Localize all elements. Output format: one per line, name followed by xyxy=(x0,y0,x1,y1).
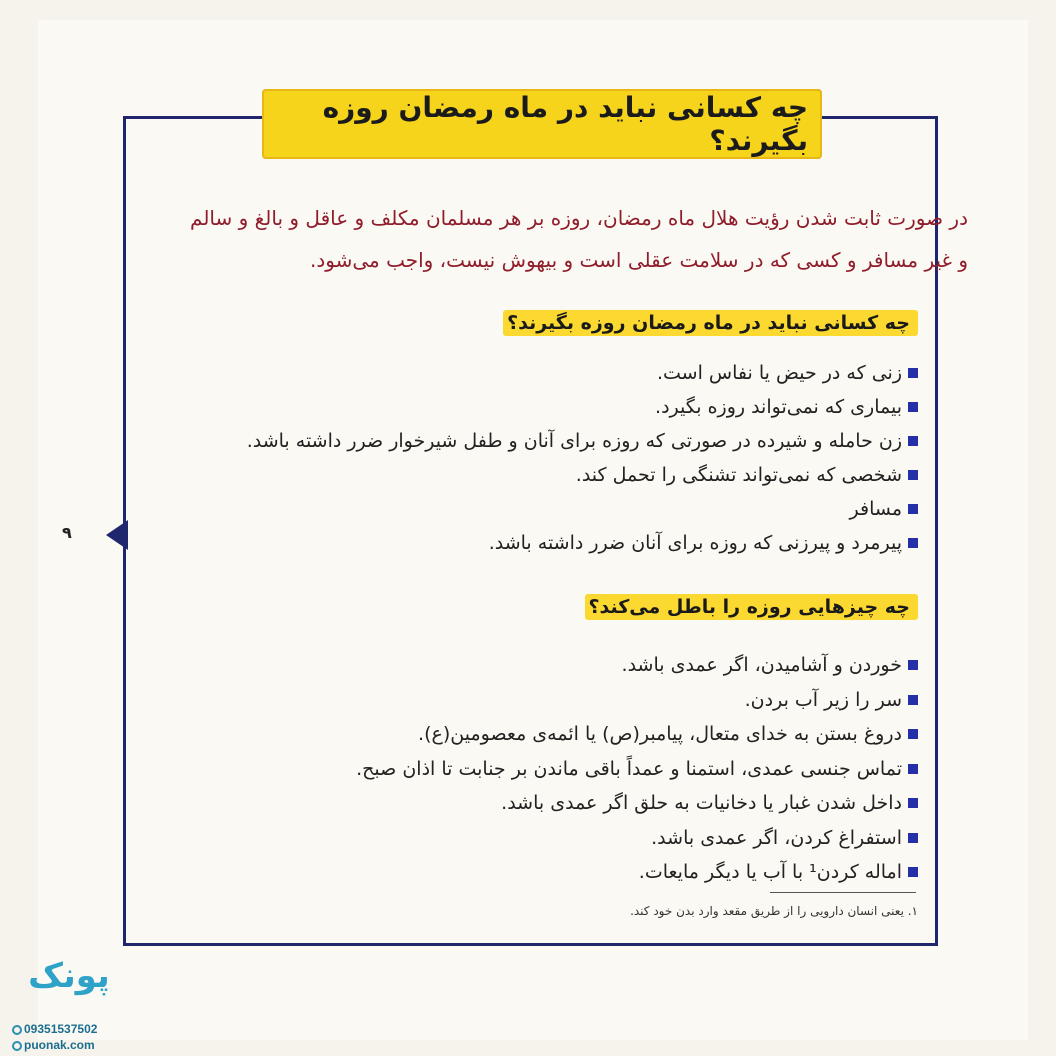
section-heading-invalidators xyxy=(585,596,919,618)
list-item-text: پیرمرد و پیرزنی که روزه برای آنان ضرر داشته باشد. xyxy=(488,532,902,554)
list-item-text: استفراغ کردن، اگر عمدی باشد. xyxy=(651,826,902,849)
section-heading-text: چه کسانی نباید در ماه رمضان روزه بگیرند؟ xyxy=(503,310,918,336)
intro-line: در صورت ثابت شدن رؤیت هلال ماه رمضان، روزه بر هر مسلمان مکلف و عاقل و بالغ و سالم xyxy=(190,206,968,230)
square-bullet-icon xyxy=(908,798,918,808)
phone-text: 09351537502 xyxy=(24,1022,98,1036)
list-item-text: تماس جنسی عمدی، استمنا و عمداً باقی ماندن بر جنابت تا اذان صبح. xyxy=(356,757,902,780)
list-item-text: مسافر xyxy=(849,498,902,520)
list-item xyxy=(138,424,918,458)
list-item-text: دروغ بستن به خدای متعال، پیامبر(ص) یا ائمه‌ی معصومین(ع). xyxy=(418,723,902,745)
list-item xyxy=(138,648,918,683)
square-bullet-icon xyxy=(908,402,918,412)
list-item xyxy=(138,855,918,890)
list-item xyxy=(138,390,918,424)
watermark-logo: پونک xyxy=(28,956,110,996)
list-item xyxy=(138,526,918,560)
list-item-text: سر را زیر آب بردن. xyxy=(744,688,902,711)
section-heading-text: چه چیزهایی روزه را باطل می‌کند؟ xyxy=(585,594,919,620)
list-item-text: شخصی که نمی‌تواند تشنگی را تحمل کند. xyxy=(575,464,902,486)
square-bullet-icon xyxy=(908,368,918,378)
list-item-text: خوردن و آشامیدن، اگر عمدی باشد. xyxy=(621,654,902,676)
globe-icon xyxy=(12,1041,22,1051)
list-item xyxy=(138,683,918,718)
square-bullet-icon xyxy=(908,729,918,739)
list-item xyxy=(138,717,918,752)
list-item xyxy=(138,492,918,526)
invalidators-list xyxy=(138,648,918,890)
square-bullet-icon xyxy=(908,504,918,514)
list-item xyxy=(138,786,918,821)
page-title: چه کسانی نباید در ماه رمضان روزه بگیرند؟ xyxy=(262,89,822,159)
section-heading-who-exempt xyxy=(503,312,918,334)
list-item xyxy=(138,458,918,492)
list-item xyxy=(138,752,918,787)
list-item-text: اماله کردن¹ با آب یا دیگر مایعات. xyxy=(638,861,902,883)
title-banner xyxy=(262,91,822,157)
intro-line: و غیر مسافر و کسی که در سلامت عقلی است و بیهوش نیست، واجب می‌شود. xyxy=(310,248,968,272)
footnote: ۱. یعنی انسان دارویی را از طریق مقعد وارد بدن خود کند. xyxy=(630,904,918,918)
square-bullet-icon xyxy=(908,867,918,877)
list-item-text: زنی که در حیض یا نفاس است. xyxy=(656,362,902,384)
watermark-site xyxy=(12,1038,95,1052)
square-bullet-icon xyxy=(908,764,918,774)
list-item xyxy=(138,356,918,390)
exempt-list xyxy=(138,356,918,560)
list-item xyxy=(138,821,918,856)
list-item-text: بیماری که نمی‌تواند روزه بگیرد. xyxy=(655,396,902,418)
square-bullet-icon xyxy=(908,695,918,705)
square-bullet-icon xyxy=(908,470,918,480)
list-item-text: داخل شدن غبار یا دخانیات به حلق اگر عمدی باشد. xyxy=(501,792,902,814)
square-bullet-icon xyxy=(908,833,918,843)
intro-paragraph xyxy=(68,197,968,281)
watermark-phone xyxy=(12,1022,97,1036)
site-text: puonak.com xyxy=(24,1038,95,1052)
page-number: ۹ xyxy=(62,523,72,542)
list-item-text: زن حامله و شیرده در صورتی که روزه برای آنان و طفل شیرخوار ضرر داشته باشد. xyxy=(246,430,902,452)
title-text-wrap xyxy=(262,91,822,157)
whatsapp-icon xyxy=(12,1025,22,1035)
square-bullet-icon xyxy=(908,436,918,446)
square-bullet-icon xyxy=(908,660,918,670)
footnote-divider xyxy=(770,892,916,893)
square-bullet-icon xyxy=(908,538,918,548)
